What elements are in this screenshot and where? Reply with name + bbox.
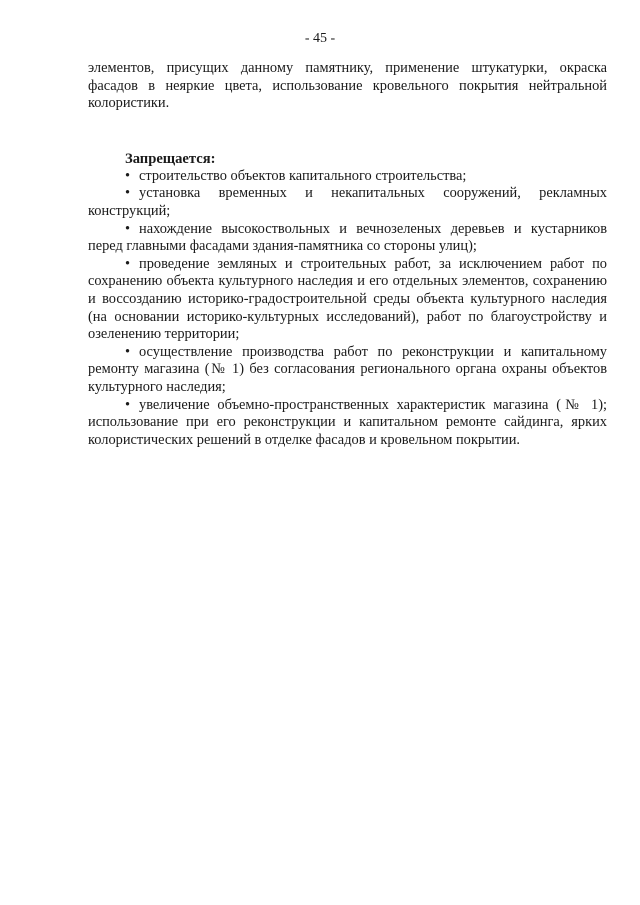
list-item-text: проведение земляных и строительных работ, за исключением работ по сохранению объекта культурного наследия и его отдельных элементов, сохранению и воссозданию историко-градостроительной среды объекта культурного наследия (на основании историко-культурных исследований), работ по благоустройству и озеленению территории; (88, 255, 607, 343)
bullet-icon: • (125, 343, 131, 360)
list-item (88, 344, 607, 397)
bullet-icon: • (125, 220, 131, 237)
list-item (88, 397, 607, 450)
list-item (88, 221, 607, 256)
document-body (88, 60, 607, 449)
list-item-text: нахождение высокоствольных и вечнозеленых деревьев и кустарников перед главными фасадами здания-памятника со стороны улиц); (88, 220, 607, 255)
list-item-text: установка временных и некапитальных сооружений, рекламных конструкций; (88, 185, 607, 219)
list-item-text: строительство объектов капитального строительства; (139, 167, 467, 184)
list-item (88, 256, 607, 344)
section-heading: Запрещается: (125, 150, 216, 167)
page-number: - 45 - (304, 31, 336, 46)
intro-paragraph: элементов, присущих данному памятнику, применение штукатурки, окраска фасадов в неяркие цвета, использование кровельного покрытия нейтральной колористики. (88, 60, 607, 112)
bullet-icon: • (125, 167, 131, 184)
bullet-icon: • (125, 255, 131, 272)
list-item-text: осуществление производства работ по реконструкции и капитальному ремонту магазина (№ 1) без согласования регионального органа охраны объектов культурного наследия; (88, 343, 607, 395)
bullet-icon: • (125, 185, 131, 202)
bullet-icon: • (125, 396, 131, 413)
list-item (88, 168, 607, 186)
list-item (88, 185, 607, 220)
list-item-text: увеличение объемно-пространственных характеристик магазина (№ 1); использование при его реконструкции и капитальном ремонте сайдинга, ярких колористических решений в отделке фасадов и кровельном покрытии. (88, 396, 607, 448)
prohibitions-list (88, 168, 607, 450)
